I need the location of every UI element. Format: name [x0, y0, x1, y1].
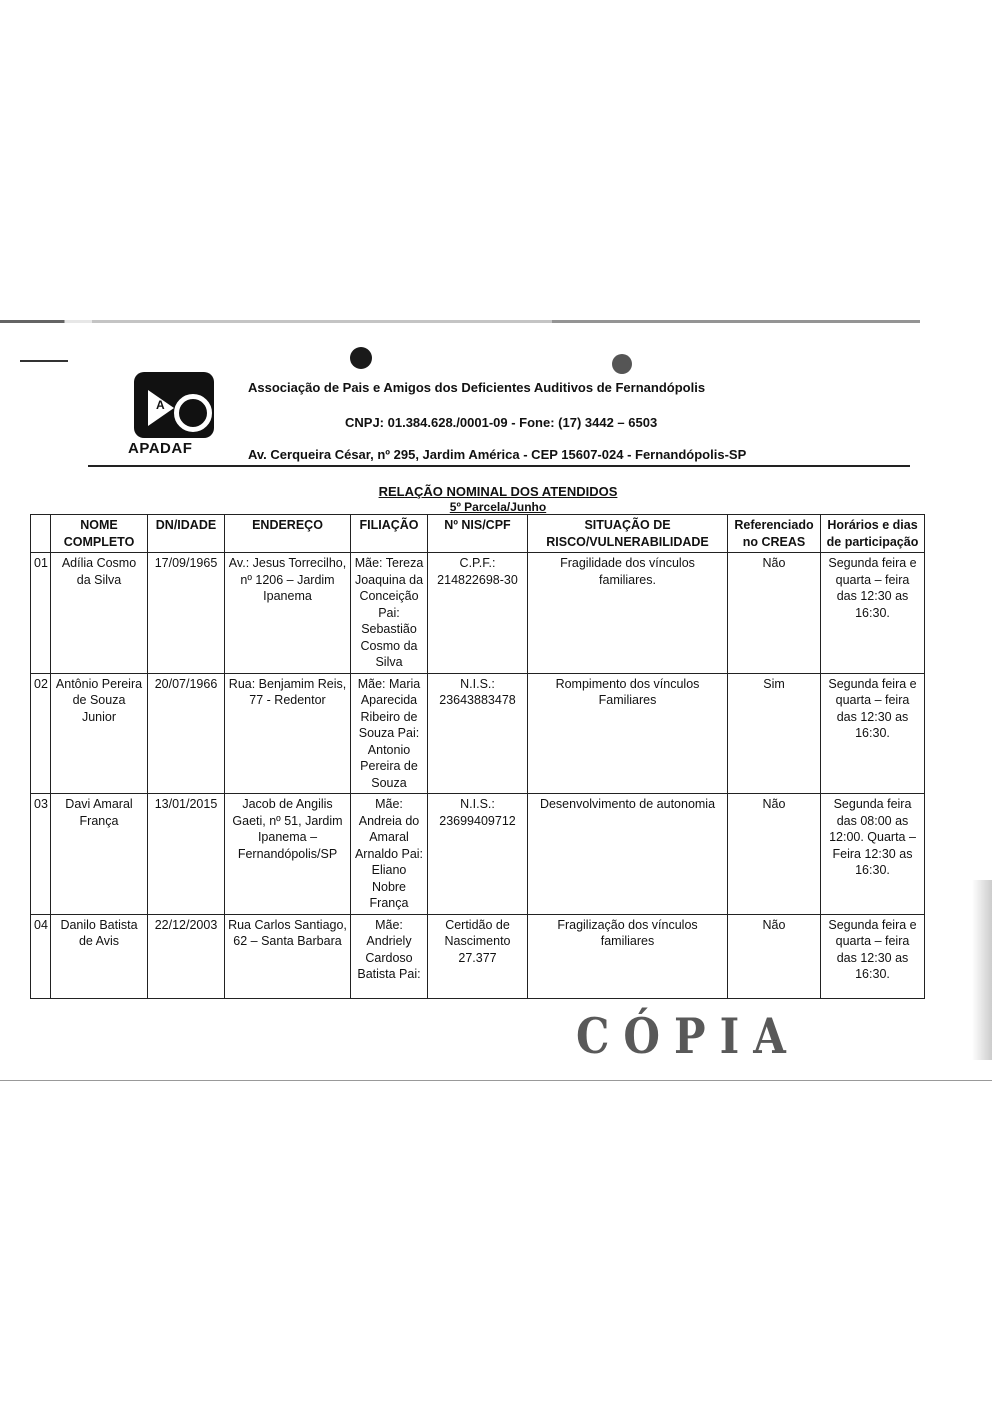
- cell-situacao: Rompimento dos vínculos Familiares: [528, 673, 728, 794]
- cell-dn: 22/12/2003: [148, 914, 225, 998]
- scan-artifact-bottom-line: [0, 1080, 992, 1081]
- cell-nome: Adília Cosmo da Silva: [51, 553, 148, 674]
- cell-endereco: Rua Carlos Santiago, 62 – Santa Barbara: [225, 914, 351, 998]
- scan-artifact-edge: [972, 880, 992, 1060]
- table-row: [31, 553, 925, 674]
- table-row: [31, 794, 925, 915]
- cell-nis: N.I.S.: 23699409712: [428, 794, 528, 915]
- cell-endereco: Jacob de Angilis Gaeti, nº 51, Jardim Ipanema – Fernandópolis/SP: [225, 794, 351, 915]
- cell-creas: Não: [728, 914, 821, 998]
- cell-situacao: Desenvolvimento de autonomia: [528, 794, 728, 915]
- cell-filiacao: Mãe: Andriely Cardoso Batista Pai:: [351, 914, 428, 998]
- cell-horarios: Segunda feira e quarta – feira das 12:30 as 16:30.: [821, 914, 925, 998]
- document-subtitle: 5º Parcela/Junho: [449, 500, 547, 514]
- cell-situacao: Fragilidade dos vínculos familiares.: [528, 553, 728, 674]
- col-header-endereco: ENDEREÇO: [225, 515, 351, 553]
- cell-dn: 17/09/1965: [148, 553, 225, 674]
- cell-nome: Davi Amaral França: [51, 794, 148, 915]
- scan-artifact-line: [0, 320, 920, 323]
- table-header-row: [31, 515, 925, 553]
- col-header-dn: DN/IDADE: [148, 515, 225, 553]
- col-header-num: [31, 515, 51, 553]
- punch-hole: [350, 347, 372, 369]
- attendees-table: [30, 514, 925, 999]
- logo-text: APADAF: [128, 440, 193, 457]
- cell-endereco: Rua: Benjamim Reis, 77 - Redentor: [225, 673, 351, 794]
- col-header-nis: Nº NIS/CPF: [428, 515, 528, 553]
- header-rule: [88, 465, 910, 467]
- cell-horarios: Segunda feira e quarta – feira das 12:30 as 16:30.: [821, 673, 925, 794]
- row-number: 02: [31, 673, 51, 794]
- cell-nome: Danilo Batista de Avis: [51, 914, 148, 998]
- cell-creas: Não: [728, 794, 821, 915]
- logo-ring: [174, 394, 212, 432]
- cell-horarios: Segunda feira das 08:00 as 12:00. Quarta – Feira 12:30 as 16:30.: [821, 794, 925, 915]
- copy-stamp: CÓPIA: [576, 1008, 800, 1065]
- org-logo: [128, 372, 238, 458]
- cell-nis: C.P.F.: 214822698-30: [428, 553, 528, 674]
- cell-nis: Certidão de Nascimento 27.377: [428, 914, 528, 998]
- punch-hole: [612, 354, 632, 374]
- logo-letter: A: [156, 398, 165, 412]
- cell-nome: Antônio Pereira de Souza Junior: [51, 673, 148, 794]
- cell-filiacao: Mãe: Maria Aparecida Ribeiro de Souza Pai: Antonio Pereira de Souza: [351, 673, 428, 794]
- table-row: [31, 914, 925, 998]
- cell-creas: Não: [728, 553, 821, 674]
- cell-endereco: Av.: Jesus Torrecilho, nº 1206 – Jardim Ipanema: [225, 553, 351, 674]
- logo-mark: [134, 372, 214, 438]
- org-address: Av. Cerqueira César, nº 295, Jardim América - CEP 15607-024 - Fernandópolis-SP: [248, 447, 747, 462]
- cell-creas: Sim: [728, 673, 821, 794]
- cell-situacao: Fragilização dos vínculos familiares: [528, 914, 728, 998]
- col-header-situacao: SITUAÇÃO DE RISCO/VULNERABILIDADE: [528, 515, 728, 553]
- col-header-nome: NOME COMPLETO: [51, 515, 148, 553]
- table-row: [31, 673, 925, 794]
- cell-filiacao: Mãe: Andreia do Amaral Arnaldo Pai: Eliano Nobre França: [351, 794, 428, 915]
- row-number: 04: [31, 914, 51, 998]
- cell-nis: N.I.S.: 23643883478: [428, 673, 528, 794]
- row-number: 01: [31, 553, 51, 674]
- col-header-horarios: Horários e dias de participação: [821, 515, 925, 553]
- scan-artifact-dash: [20, 360, 68, 362]
- document-title: RELAÇÃO NOMINAL DOS ATENDIDOS: [378, 484, 618, 499]
- cell-dn: 20/07/1966: [148, 673, 225, 794]
- org-name: Associação de Pais e Amigos dos Deficientes Auditivos de Fernandópolis: [248, 380, 706, 395]
- cell-horarios: Segunda feira e quarta – feira das 12:30 as 16:30.: [821, 553, 925, 674]
- cell-filiacao: Mãe: Tereza Joaquina da Conceição Pai: Sebastião Cosmo da Silva: [351, 553, 428, 674]
- cell-dn: 13/01/2015: [148, 794, 225, 915]
- row-number: 03: [31, 794, 51, 915]
- org-cnpj: CNPJ: 01.384.628./0001-09 - Fone: (17) 3442 – 6503: [345, 415, 658, 430]
- col-header-creas: Referenciado no CREAS: [728, 515, 821, 553]
- col-header-filiacao: FILIAÇÃO: [351, 515, 428, 553]
